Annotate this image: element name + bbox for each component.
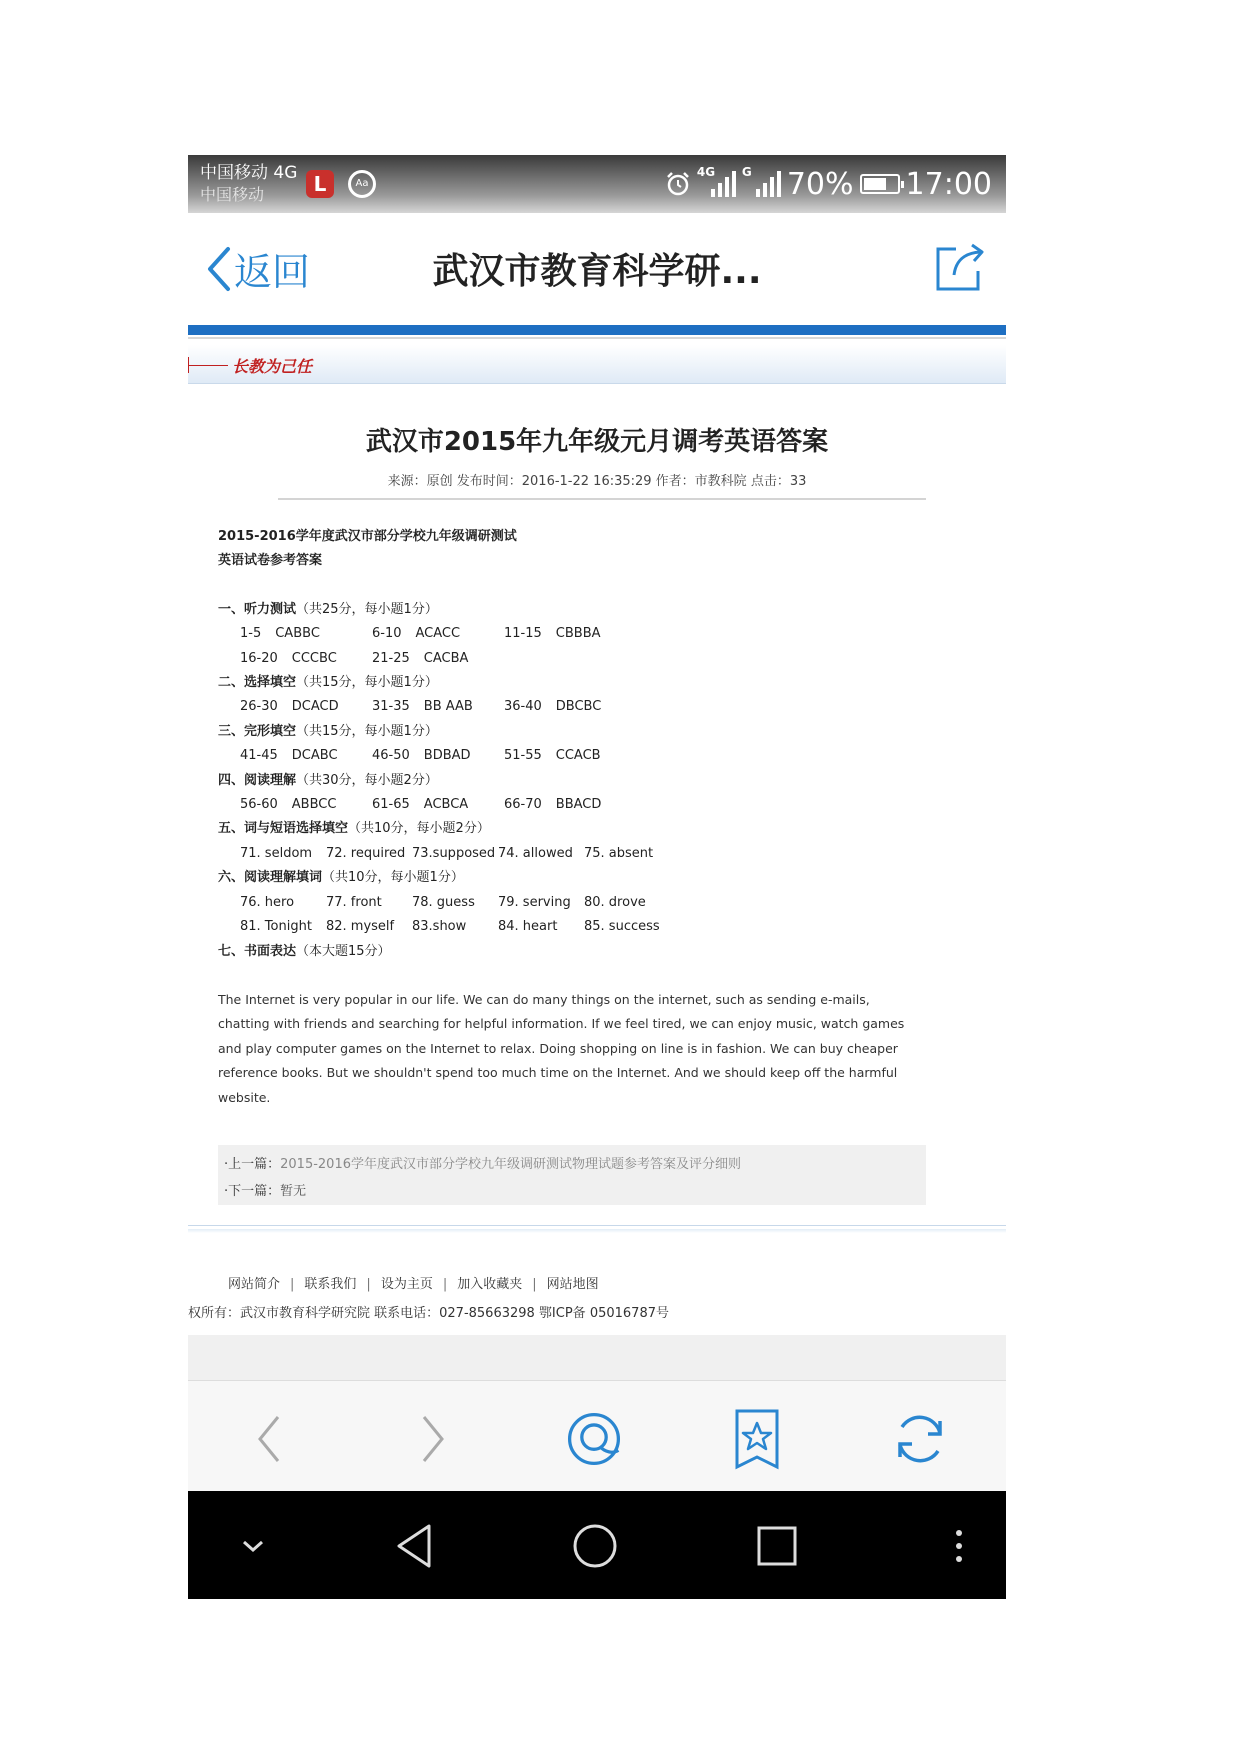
answer-letters: CCCBC bbox=[291, 650, 337, 666]
question-range: 78. guess bbox=[412, 894, 475, 910]
answer-heading-1: 2015-2016学年度武汉市部分学校九年级调研测试 bbox=[218, 529, 517, 544]
answer-group bbox=[504, 793, 636, 817]
browser-toolbar bbox=[188, 1381, 1006, 1491]
question-range: 31-35 bbox=[372, 699, 410, 715]
share-button[interactable] bbox=[932, 239, 988, 299]
answer-group bbox=[240, 891, 326, 915]
question-range: 79. serving bbox=[498, 894, 571, 910]
answer-group bbox=[412, 842, 498, 866]
divider bbox=[188, 337, 1006, 339]
section-heading bbox=[218, 671, 918, 695]
question-range: 74. allowed bbox=[498, 845, 573, 861]
question-range: 51-55 bbox=[504, 748, 542, 764]
answer-group bbox=[372, 793, 504, 817]
answer-group bbox=[326, 891, 412, 915]
divider bbox=[278, 498, 926, 500]
prev-next-box bbox=[218, 1145, 926, 1205]
question-range: 71. seldom bbox=[240, 845, 313, 861]
forward-arrow-icon[interactable] bbox=[402, 1409, 462, 1469]
status-icons bbox=[665, 164, 992, 204]
section-title: 三、完形填空 bbox=[218, 723, 297, 739]
answer-group bbox=[240, 842, 326, 866]
question-range: 82. myself bbox=[326, 919, 395, 935]
question-range: 16-20 bbox=[240, 650, 278, 666]
banner-line bbox=[188, 365, 228, 366]
answer-letters: CACBA bbox=[423, 650, 469, 666]
answer-heading-2: 英语试卷参考答案 bbox=[218, 553, 323, 569]
question-range: 85. success bbox=[584, 919, 660, 935]
home-circle-icon[interactable] bbox=[570, 1521, 620, 1571]
answer-group bbox=[240, 915, 326, 939]
section-heading bbox=[218, 720, 918, 744]
browser-home-icon[interactable] bbox=[564, 1409, 624, 1469]
back-triangle-icon[interactable] bbox=[390, 1521, 440, 1571]
section-title: 七、书面表达 bbox=[218, 943, 297, 959]
footer-link[interactable]: 加入收藏夹 bbox=[457, 1277, 523, 1292]
footer-divider bbox=[188, 1225, 1006, 1226]
next-label: ·下一篇： bbox=[224, 1184, 281, 1199]
answer-group bbox=[240, 622, 372, 646]
bookmark-star-icon[interactable] bbox=[727, 1409, 787, 1469]
site-slogan: 长教为己任 bbox=[232, 357, 313, 376]
answer-letters: ABBCC bbox=[291, 797, 337, 813]
battery-fill bbox=[864, 178, 886, 190]
answer-group bbox=[240, 647, 372, 671]
question-range: 21-25 bbox=[372, 650, 410, 666]
refresh-icon[interactable] bbox=[890, 1409, 950, 1469]
prev-article-link[interactable] bbox=[224, 1153, 741, 1172]
share-icon bbox=[932, 239, 988, 295]
section-heading bbox=[218, 769, 918, 793]
answer-row bbox=[218, 793, 918, 817]
question-range: 80. drove bbox=[584, 894, 646, 910]
question-range: 6-10 bbox=[372, 626, 402, 642]
question-range: 36-40 bbox=[504, 699, 542, 715]
question-range: 1-5 bbox=[240, 626, 262, 642]
question-range: 76. hero bbox=[240, 894, 295, 910]
question-range: 77. front bbox=[326, 894, 382, 910]
section-note: （本大题15分） bbox=[296, 943, 391, 959]
signal-1-icon bbox=[696, 165, 736, 197]
system-nav-bar bbox=[188, 1491, 1006, 1599]
status-bar bbox=[188, 155, 1006, 213]
web-content[interactable] bbox=[188, 345, 1006, 1380]
article-body bbox=[218, 525, 918, 1110]
section-heading bbox=[218, 940, 918, 964]
phone-screen bbox=[188, 155, 1006, 1610]
answer-group bbox=[326, 842, 412, 866]
section-title: 一、听力测试 bbox=[218, 601, 297, 617]
answer-sections bbox=[218, 598, 918, 964]
answer-group bbox=[412, 891, 498, 915]
section-title: 六、阅读理解填词 bbox=[218, 870, 323, 886]
answer-group bbox=[412, 915, 498, 939]
answer-letters: DCABC bbox=[291, 748, 338, 764]
answer-group bbox=[372, 744, 504, 768]
question-range: 83.show bbox=[412, 919, 467, 935]
next-article-link[interactable] bbox=[224, 1180, 306, 1199]
signal-1-tag: 4G bbox=[696, 165, 716, 179]
answer-letters: ACACC bbox=[415, 626, 461, 642]
section-note: （共15分，每小题1分） bbox=[296, 675, 438, 691]
prev-title: 2015-2016学年度武汉市部分学校九年级调研测试物理试题参考答案及评分细则 bbox=[280, 1157, 741, 1172]
question-range: 72. required bbox=[326, 845, 406, 861]
collapse-chevron-icon[interactable] bbox=[228, 1521, 278, 1571]
section-title: 四、阅读理解 bbox=[218, 772, 297, 788]
answer-group bbox=[504, 695, 636, 719]
answer-letters: CCACB bbox=[555, 748, 601, 764]
answer-group bbox=[584, 842, 670, 866]
answer-group bbox=[326, 915, 412, 939]
next-title: 暂无 bbox=[280, 1184, 307, 1199]
footer-separator: | bbox=[290, 1277, 295, 1292]
battery-icon bbox=[860, 174, 900, 194]
section-note: （共10分，每小题2分） bbox=[348, 821, 490, 837]
footer-separator: | bbox=[442, 1277, 448, 1292]
answer-group bbox=[498, 842, 584, 866]
footer-divider bbox=[188, 1229, 1006, 1233]
answer-row bbox=[218, 915, 918, 939]
footer-link[interactable]: 联系我们 bbox=[304, 1277, 357, 1292]
title-underline bbox=[188, 325, 1006, 335]
question-range: 56-60 bbox=[240, 797, 278, 813]
footer-separator: | bbox=[532, 1277, 537, 1292]
section-title: 二、选择填空 bbox=[218, 675, 297, 691]
alarm-icon bbox=[665, 171, 691, 197]
footer-link[interactable]: 网站地图 bbox=[546, 1277, 599, 1292]
answer-group bbox=[372, 622, 504, 646]
answer-group bbox=[504, 744, 636, 768]
status-time: 17:00 bbox=[905, 166, 992, 202]
answer-group bbox=[584, 915, 670, 939]
question-range: 66-70 bbox=[504, 797, 542, 813]
title-bar bbox=[188, 213, 1006, 325]
answer-row bbox=[218, 842, 918, 866]
prev-label: ·上一篇： bbox=[224, 1157, 281, 1172]
answer-group bbox=[372, 647, 504, 671]
answer-group bbox=[240, 744, 372, 768]
question-range: 73.supposed bbox=[412, 845, 496, 861]
answer-letters: DBCBC bbox=[555, 699, 602, 715]
more-dots-icon[interactable] bbox=[934, 1521, 984, 1571]
answer-row bbox=[218, 622, 918, 646]
page-title: 武汉市教育科学研... bbox=[432, 251, 762, 292]
answer-row bbox=[218, 744, 918, 768]
signal-2-tag: G bbox=[741, 165, 752, 179]
answer-group bbox=[240, 793, 372, 817]
section-heading bbox=[218, 817, 918, 841]
question-range: 46-50 bbox=[372, 748, 410, 764]
site-banner bbox=[188, 345, 1006, 384]
answer-group bbox=[498, 891, 584, 915]
question-range: 81. Tonight bbox=[240, 919, 312, 935]
question-range: 26-30 bbox=[240, 699, 278, 715]
section-note: （共25分，每小题1分） bbox=[296, 601, 438, 617]
footer-band bbox=[188, 1335, 1006, 1381]
footer-separator: | bbox=[366, 1277, 371, 1292]
letv-icon: L bbox=[306, 170, 334, 198]
section-note: （共10分，每小题1分） bbox=[322, 870, 464, 886]
question-range: 84. heart bbox=[498, 919, 558, 935]
essay-text: The Internet is very popular in our life. We can do many things on the internet, such as sending e-mails, chatting with friends and searching for helpful information. If we feel tired, we can enjoy music, watch games and play computer games on the Internet to relax. Doing shopping on line is in fashion. We can buy cheaper reference books. But we shouldn't spend too much time on the Internet. And we should keep off the harmful website. bbox=[218, 991, 905, 1105]
section-title: 五、词与短语选择填空 bbox=[218, 821, 349, 837]
back-label: 返回 bbox=[234, 250, 311, 294]
answer-group bbox=[372, 695, 504, 719]
back-arrow-icon[interactable] bbox=[240, 1409, 300, 1469]
answer-group bbox=[584, 891, 670, 915]
answer-group bbox=[504, 622, 636, 646]
answer-row bbox=[218, 891, 918, 915]
answer-letters: CABBC bbox=[275, 626, 320, 642]
question-range: 75. absent bbox=[584, 845, 654, 861]
carrier-primary: 中国移动 4G bbox=[200, 163, 298, 183]
answer-letters: BB AAB bbox=[423, 699, 473, 715]
section-heading bbox=[218, 598, 918, 622]
answer-letters: BDBAD bbox=[423, 748, 471, 764]
recents-square-icon[interactable] bbox=[752, 1521, 802, 1571]
answer-group bbox=[240, 695, 372, 719]
answer-letters: CBBBA bbox=[555, 626, 601, 642]
question-range: 41-45 bbox=[240, 748, 278, 764]
footer-copyright: 权所有：武汉市教育科学研究院 联系电话：027-85663298 鄂ICP备 05016787号 bbox=[188, 1306, 669, 1321]
article-title: 武汉市2015年九年级元月调考英语答案 bbox=[365, 427, 829, 457]
article-meta: 来源：原创 发布时间：2016-1-22 16:35:29 作者：市教科院 点击：33 bbox=[387, 474, 807, 489]
answer-letters: DCACD bbox=[291, 699, 339, 715]
footer-link[interactable]: 设为主页 bbox=[380, 1277, 433, 1292]
footer-links bbox=[228, 1273, 599, 1292]
question-range: 61-65 bbox=[372, 797, 410, 813]
footer-link[interactable]: 网站简介 bbox=[228, 1277, 281, 1292]
answer-letters: BBACD bbox=[555, 797, 602, 813]
question-range: 11-15 bbox=[504, 626, 542, 642]
section-heading bbox=[218, 866, 918, 890]
answer-row bbox=[218, 647, 918, 671]
answer-letters: ACBCA bbox=[423, 797, 469, 813]
section-note: （共15分，每小题1分） bbox=[296, 723, 438, 739]
carrier-secondary: 中国移动 bbox=[200, 185, 265, 204]
answer-row bbox=[218, 695, 918, 719]
section-note: （共30分，每小题2分） bbox=[296, 772, 438, 788]
signal-2-icon bbox=[741, 165, 781, 197]
battery-percent: 70% bbox=[786, 166, 854, 202]
answer-group bbox=[498, 915, 584, 939]
browser-badge-icon: Aa bbox=[348, 170, 376, 198]
